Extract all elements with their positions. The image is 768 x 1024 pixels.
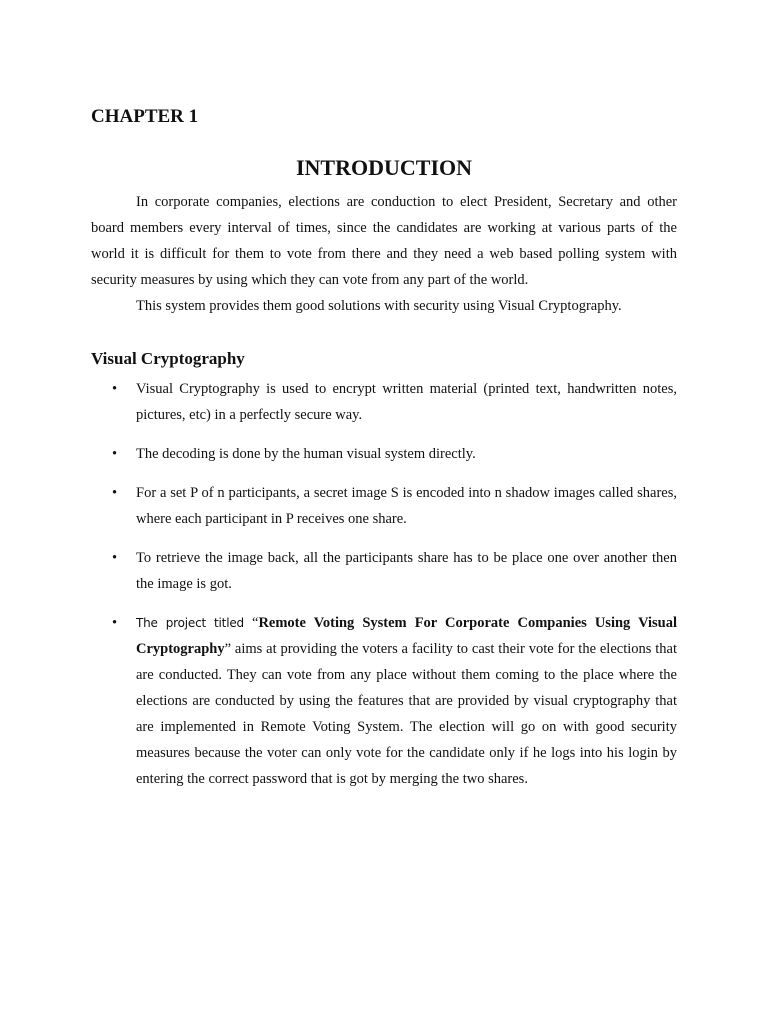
bullet-marker: • bbox=[112, 381, 118, 397]
bullet-text: To retrieve the image back, all the participants share has to be place one over another then the image is got. bbox=[136, 550, 677, 592]
page-title: INTRODUCTION bbox=[295, 155, 473, 180]
project-lead-text: The project titled bbox=[136, 616, 244, 630]
intro-paragraph-2: This system provides them good solutions with security using Visual Cryptography. bbox=[136, 298, 622, 314]
bullet-marker: • bbox=[112, 446, 118, 462]
project-name: Remote Voting System For Corporate Companies Using Visual Cryptography bbox=[136, 615, 678, 657]
project-description: aims at providing the voters a facility to cast their vote for the elections that are conducted. They can vote from any place without them coming to the place where the elections are conducted by using the features that are provided by visual cryptography that are implemented in Remote Voting System. The election will go on with good security measures because the voter can only vote for the candidate only if he logs into his login by entering the correct password that is got by merging the two shares. bbox=[136, 641, 677, 787]
bullet-text: The decoding is done by the human visual system directly. bbox=[136, 446, 476, 462]
bullet-text: For a set P of n participants, a secret image S is encoded into n shadow images called shares, where each participant in P receives one share. bbox=[136, 485, 677, 527]
section-heading: Visual Cryptography bbox=[91, 349, 245, 368]
chapter-label: CHAPTER 1 bbox=[91, 106, 199, 127]
bullet-marker: • bbox=[112, 485, 118, 501]
intro-paragraph-1: In corporate companies, elections are conduction to elect President, Secretary and other board members every interval of times, since the candidates are working at various parts of the world it is difficult for them to vote from there and they need a web based polling system with security measures by using which they can vote from any part of the world. bbox=[91, 194, 677, 288]
bullet-item bbox=[91, 545, 677, 597]
bullet-item-project bbox=[91, 610, 677, 792]
bullet-list bbox=[91, 376, 677, 805]
open-quote: “ bbox=[252, 615, 259, 631]
close-quote: ” bbox=[224, 641, 232, 657]
bullet-item bbox=[91, 480, 677, 532]
bullet-item bbox=[91, 441, 677, 467]
bullet-text: Visual Cryptography is used to encrypt written material (printed text, handwritten notes, pictures, etc) in a perfectly secure way. bbox=[136, 381, 677, 423]
bullet-marker: • bbox=[112, 550, 118, 566]
bullet-marker: • bbox=[112, 615, 118, 631]
bullet-item bbox=[91, 376, 677, 428]
